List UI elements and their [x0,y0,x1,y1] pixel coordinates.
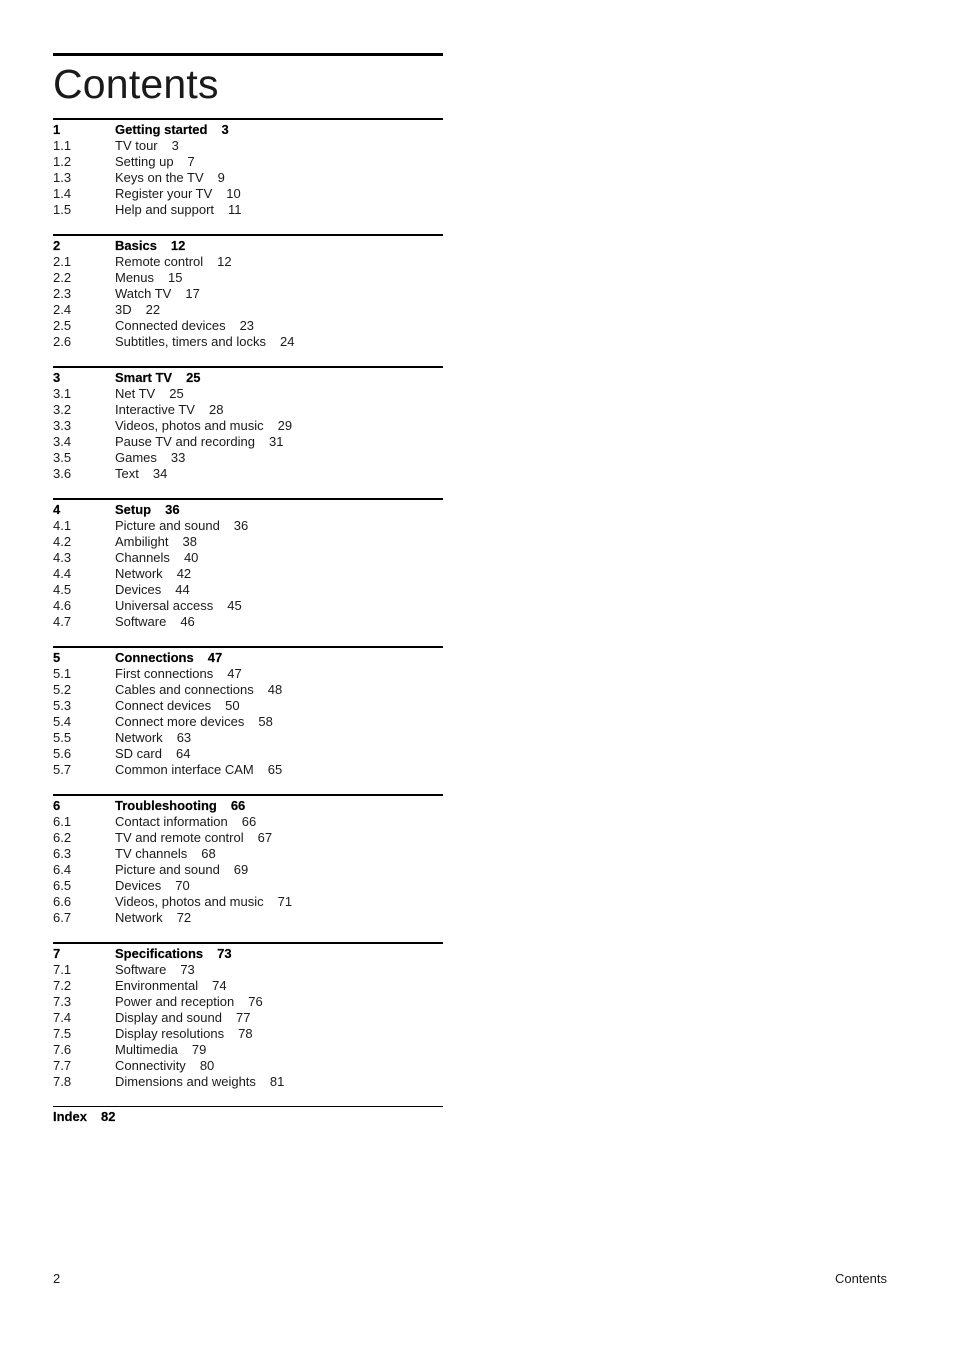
section-number: 4.6 [53,598,72,613]
section-title: Text [115,466,139,481]
section-entry[interactable] [53,518,443,534]
section-entry[interactable] [53,186,443,202]
section-entry[interactable] [53,582,443,598]
section-entry[interactable] [53,154,443,170]
chapter-title: Getting started [115,122,208,137]
section-title: Dimensions and weights [115,1074,256,1089]
section-number: 5.5 [53,730,72,745]
section-page: 73 [180,962,195,977]
section-title: Devices [115,878,162,893]
table-of-contents [53,53,443,1125]
section-page: 23 [239,318,255,333]
section-title: Videos, photos and music [115,418,264,433]
section-number: 6.2 [53,830,72,845]
section-entry[interactable] [53,666,443,682]
section-title: Universal access [115,598,214,613]
section-number: 5.7 [53,762,72,777]
section-title: Connectivity [115,1058,186,1073]
section-title: Games [115,450,157,465]
section-entry[interactable] [53,682,443,698]
section-page: 46 [180,614,195,629]
section-page: 33 [170,450,186,465]
section-title: Channels [115,550,170,565]
section-number: 7.5 [53,1026,72,1041]
section-entry[interactable] [53,202,443,218]
section-entry[interactable] [53,286,443,302]
chapter-block [53,234,443,350]
chapter-list [53,118,443,1090]
section-title: Connect devices [115,698,212,713]
section-entry[interactable] [53,714,443,730]
section-page: 44 [175,582,190,597]
section-entry[interactable] [53,814,443,830]
chapter-title: Smart TV [115,370,173,385]
section-entry[interactable] [53,598,443,614]
section-page: 80 [199,1058,215,1073]
section-title: Connected devices [115,318,226,333]
chapter-heading[interactable] [53,946,443,962]
section-number: 7.3 [53,994,72,1009]
section-page: 12 [217,254,232,269]
section-number: 3.1 [53,386,72,401]
section-entry[interactable] [53,846,443,862]
section-title: Help and support [115,202,215,217]
section-title: Display resolutions [115,1026,225,1041]
section-number: 6.5 [53,878,72,893]
section-title: Software [115,962,167,977]
section-page: 78 [238,1026,253,1041]
section-title: Net TV [115,386,156,401]
section-page: 24 [280,334,295,349]
section-page: 7 [187,154,195,169]
section-number: 2.3 [53,286,72,301]
section-entry[interactable] [53,386,443,402]
section-number: 5.6 [53,746,72,761]
section-title: Devices [115,582,162,597]
section-page: 50 [225,698,240,713]
index-row[interactable] [53,1109,443,1125]
section-title: Interactive TV [115,402,195,417]
section-page: 77 [235,1010,251,1025]
section-entry[interactable] [53,730,443,746]
section-page: 31 [268,434,284,449]
section-title: Watch TV [115,286,172,301]
chapter-title: Basics [115,238,157,253]
section-title: Network [115,730,163,745]
section-title: Videos, photos and music [115,894,264,909]
section-page: 67 [257,830,273,845]
section-page: 22 [145,302,161,317]
section-number: 3.4 [53,434,72,449]
section-number: 6.1 [53,814,72,829]
section-entry[interactable] [53,170,443,186]
section-number: 7.1 [53,962,72,977]
section-title: Common interface CAM [115,762,254,777]
section-page: 38 [182,534,197,549]
section-page: 81 [269,1074,285,1089]
chapter-heading[interactable] [53,370,443,386]
section-entry[interactable] [53,1058,443,1074]
chapter-number: 4 [53,502,61,517]
section-number: 6.3 [53,846,72,861]
section-title: Multimedia [115,1042,178,1057]
chapter-title: Setup [115,502,152,517]
section-page: 69 [233,862,249,877]
section-page: 74 [212,978,227,993]
section-number: 4.1 [53,518,72,533]
section-title: Environmental [115,978,199,993]
chapter-heading[interactable] [53,502,443,518]
section-entry[interactable] [53,878,443,894]
chapter-page: 25 [186,370,201,385]
section-number: 6.6 [53,894,72,909]
section-entry[interactable] [53,830,443,846]
section-page: 47 [227,666,242,681]
section-number: 1.4 [53,186,72,201]
page-title: Contents [53,61,219,107]
section-title: Software [115,614,167,629]
section-title: TV tour [115,138,158,153]
section-title: Display and sound [115,1010,222,1025]
chapter-number: 5 [53,650,61,665]
section-page: 58 [258,714,273,729]
section-number: 2.4 [53,302,72,317]
chapter-heading[interactable] [53,798,443,814]
section-entry[interactable] [53,566,443,582]
section-title: SD card [115,746,162,761]
section-entry[interactable] [53,534,443,550]
section-page: 11 [228,202,242,217]
section-page: 17 [185,286,200,301]
section-page: 64 [175,746,191,761]
chapter-number: 1 [53,122,61,137]
section-title: Network [115,566,163,581]
section-title: Remote control [115,254,204,269]
chapter-title: Specifications [115,946,204,961]
chapter-block [53,366,443,482]
section-page: 15 [168,270,183,285]
section-page: 34 [152,466,168,481]
section-page: 70 [175,878,190,893]
section-entry[interactable] [53,334,443,350]
section-number: 4.3 [53,550,72,565]
section-title: Contact information [115,814,228,829]
section-title: Register your TV [115,186,213,201]
section-page: 65 [267,762,283,777]
section-entry[interactable] [53,1010,443,1026]
chapter-heading[interactable] [53,650,443,666]
section-title: Keys on the TV [115,170,204,185]
section-title: Picture and sound [115,862,220,877]
section-entry[interactable] [53,978,443,994]
section-number: 4.4 [53,566,72,581]
section-title: 3D [115,302,132,317]
section-entry[interactable] [53,1026,443,1042]
section-page: 68 [201,846,216,861]
chapter-page: 12 [170,238,186,253]
section-page: 9 [217,170,225,185]
chapter-heading[interactable] [53,238,443,254]
section-entry[interactable] [53,434,443,450]
chapter-number: 3 [53,370,61,385]
section-number: 3.6 [53,466,72,481]
section-title: Subtitles, timers and locks [115,334,267,349]
section-page: 76 [248,994,263,1009]
section-entry[interactable] [53,894,443,910]
section-page: 71 [277,894,293,909]
section-number: 2.6 [53,334,72,349]
section-number: 1.5 [53,202,72,217]
section-entry[interactable] [53,402,443,418]
section-entry[interactable] [53,450,443,466]
section-page: 3 [171,138,179,153]
section-number: 6.4 [53,862,72,877]
section-page: 72 [176,910,192,925]
section-entry[interactable] [53,746,443,762]
section-entry[interactable] [53,614,443,630]
section-page: 66 [241,814,257,829]
section-number: 2.1 [53,254,72,269]
section-page: 79 [191,1042,207,1057]
section-page: 29 [277,418,293,433]
section-title: Pause TV and recording [115,434,255,449]
section-title: Connect more devices [115,714,245,729]
section-entry[interactable] [53,550,443,566]
section-number: 7.6 [53,1042,72,1057]
section-entry[interactable] [53,466,443,482]
chapter-page: 47 [207,650,223,665]
section-entry[interactable] [53,138,443,154]
chapter-page: 3 [221,122,229,137]
section-title: Menus [115,270,155,285]
section-number: 4.2 [53,534,72,549]
section-entry[interactable] [53,762,443,778]
section-page: 42 [176,566,192,581]
section-number: 2.5 [53,318,72,333]
chapter-title: Troubleshooting [115,798,217,813]
chapter-page: 36 [165,502,180,517]
section-number: 7.7 [53,1058,72,1073]
section-number: 6.7 [53,910,72,925]
section-page: 36 [233,518,249,533]
chapter-page: 66 [230,798,246,813]
section-page: 10 [226,186,241,201]
chapter-block [53,498,443,630]
section-entry[interactable] [53,270,443,286]
section-title: Power and reception [115,994,235,1009]
section-entry[interactable] [53,318,443,334]
section-number: 7.8 [53,1074,72,1089]
chapter-block [53,942,443,1090]
section-title: Cables and connections [115,682,254,697]
section-entry[interactable] [53,302,443,318]
chapter-block [53,646,443,778]
chapter-number: 7 [53,946,61,961]
chapter-heading[interactable] [53,122,443,138]
section-entry[interactable] [53,862,443,878]
section-number: 7.4 [53,1010,72,1025]
section-number: 3.3 [53,418,72,433]
section-page: 48 [267,682,283,697]
section-number: 7.2 [53,978,72,993]
section-entry[interactable] [53,254,443,270]
section-page: 28 [208,402,224,417]
footer-section-name: Contents [834,1271,887,1286]
section-number: 2.2 [53,270,72,285]
section-number: 5.4 [53,714,72,729]
chapter-title: Connections [115,650,194,665]
section-entry[interactable] [53,994,443,1010]
section-entry[interactable] [53,1074,443,1090]
section-entry[interactable] [53,418,443,434]
footer-page-number: 2 [53,1271,61,1286]
chapter-page: 73 [217,946,232,961]
section-title: TV and remote control [115,830,244,845]
section-title: Setting up [115,154,174,169]
section-page: 45 [227,598,242,613]
section-number: 3.2 [53,402,72,417]
section-number: 4.5 [53,582,72,597]
section-entry[interactable] [53,910,443,926]
index-title: Index [53,1109,87,1124]
section-entry[interactable] [53,698,443,714]
section-title: Ambilight [115,534,169,549]
section-title: First connections [115,666,214,681]
section-entry[interactable] [53,1042,443,1058]
section-title: Network [115,910,163,925]
section-number: 4.7 [53,614,72,629]
chapter-number: 2 [53,238,61,253]
section-number: 5.3 [53,698,72,713]
chapter-number: 6 [53,798,61,813]
section-number: 3.5 [53,450,72,465]
index-page: 82 [100,1109,116,1124]
section-title: Picture and sound [115,518,220,533]
section-entry[interactable] [53,962,443,978]
section-number: 1.1 [53,138,72,153]
section-number: 5.1 [53,666,72,681]
section-title: TV channels [115,846,188,861]
section-number: 5.2 [53,682,72,697]
section-page: 63 [176,730,192,745]
section-page: 40 [183,550,199,565]
section-number: 1.3 [53,170,72,185]
index-entry [53,1106,443,1125]
chapter-block [53,118,443,218]
section-number: 1.2 [53,154,72,169]
chapter-block [53,794,443,926]
section-page: 25 [169,386,184,401]
